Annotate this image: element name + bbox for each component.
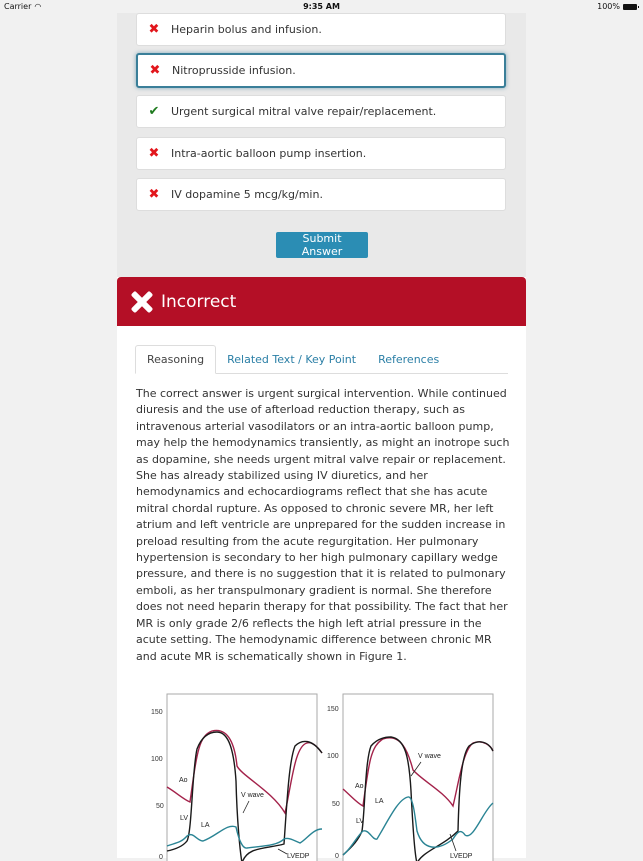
option-text: IV dopamine 5 mcg/kg/min. <box>171 188 323 201</box>
y-tick: 150 <box>327 706 339 713</box>
battery-icon <box>623 4 637 10</box>
panel-acute-mr <box>327 694 493 861</box>
y-tick: 50 <box>332 801 340 808</box>
result-banner <box>117 277 526 326</box>
y-tick: 150 <box>151 709 163 716</box>
explanation-tabs <box>135 345 508 374</box>
v-wave-label: V wave <box>418 753 441 760</box>
lvedp-label: LVEDP <box>287 853 310 860</box>
tab-related-text[interactable]: Related Text / Key Point <box>227 352 357 366</box>
answer-option[interactable] <box>136 178 506 211</box>
tab-references[interactable]: References <box>378 352 440 366</box>
wrong-icon: ✖ <box>148 22 160 37</box>
check-icon: ✔ <box>148 104 160 119</box>
wrong-icon: ✖ <box>148 146 160 161</box>
y-tick: 0 <box>159 854 163 861</box>
wrong-icon: ✖ <box>148 187 160 202</box>
answer-option[interactable] <box>136 13 506 46</box>
option-text: Intra-aortic balloon pump insertion. <box>171 147 367 160</box>
answer-option[interactable] <box>136 137 506 170</box>
figure-1 <box>137 691 517 861</box>
ao-label: Ao <box>355 783 364 790</box>
y-tick: 100 <box>151 756 163 763</box>
tab-reasoning[interactable]: Reasoning <box>135 345 216 374</box>
clock: 9:35 AM <box>303 2 340 11</box>
result-panel <box>117 277 526 861</box>
v-wave-label: V wave <box>241 792 264 799</box>
option-text: Nitroprusside infusion. <box>172 64 296 77</box>
lv-label: LV <box>180 815 189 822</box>
option-text: Urgent surgical mitral valve repair/replacement. <box>171 105 437 118</box>
y-tick: 50 <box>156 803 164 810</box>
battery-percent: 100% <box>597 2 620 11</box>
la-label: LA <box>375 798 384 805</box>
reasoning-text: The correct answer is urgent surgical intervention. While continued diuresis and the use of afterload reduction therapy, such as intravenous arterial vasodilators or an intra-aortic balloon pump, may help the hemodynamics transiently, as might an inotrope such as dopamine, she needs urgent mitral valve repair or replacement. She has already stabilized using IV diuretics, and her hemodynamics and echocardiograms reflect that she has acute mitral chordal rupture. As opposed to chronic severe MR, her left atrium and left ventricle are unprepared for the sudden increase in preload resulting from the acute regurgitation. Her pulmonary hypertension is secondary to her high pulmonary capillary wedge pressure, and there is no suggestion that it is related to pulmonary emboli, as her transpulmonary gradient is normal. She therefore does not need heparin therapy for that possibility. The fact that her MR is only grade 2/6 reflects the high left atrial pressure in the acute setting. The hemodynamic difference between chronic MR and acute MR is schematically shown in Figure 1. <box>136 387 510 663</box>
wifi-icon: ◠ <box>34 2 42 11</box>
hemodynamics-figure <box>137 691 517 861</box>
panel-chronic-mr <box>151 694 322 861</box>
ao-label: Ao <box>179 777 188 784</box>
la-label: LA <box>201 822 210 829</box>
status-bar <box>0 0 643 13</box>
y-tick: 0 <box>335 853 339 860</box>
panel-frame <box>167 694 317 861</box>
y-tick: 100 <box>327 753 339 760</box>
answer-option[interactable] <box>136 95 506 128</box>
answer-option-selected[interactable] <box>136 53 506 88</box>
lv-label: LV <box>356 818 365 825</box>
wrong-icon: ✖ <box>149 63 161 78</box>
question-panel <box>117 0 526 277</box>
submit-answer-button[interactable]: Submit Answer <box>276 232 368 258</box>
lvedp-label: LVEDP <box>450 853 473 860</box>
battery-indicator <box>597 2 637 11</box>
carrier-text: Carrier <box>4 2 32 11</box>
close-x-icon <box>129 289 155 315</box>
option-text: Heparin bolus and infusion. <box>171 23 322 36</box>
result-title: Incorrect <box>161 291 237 312</box>
